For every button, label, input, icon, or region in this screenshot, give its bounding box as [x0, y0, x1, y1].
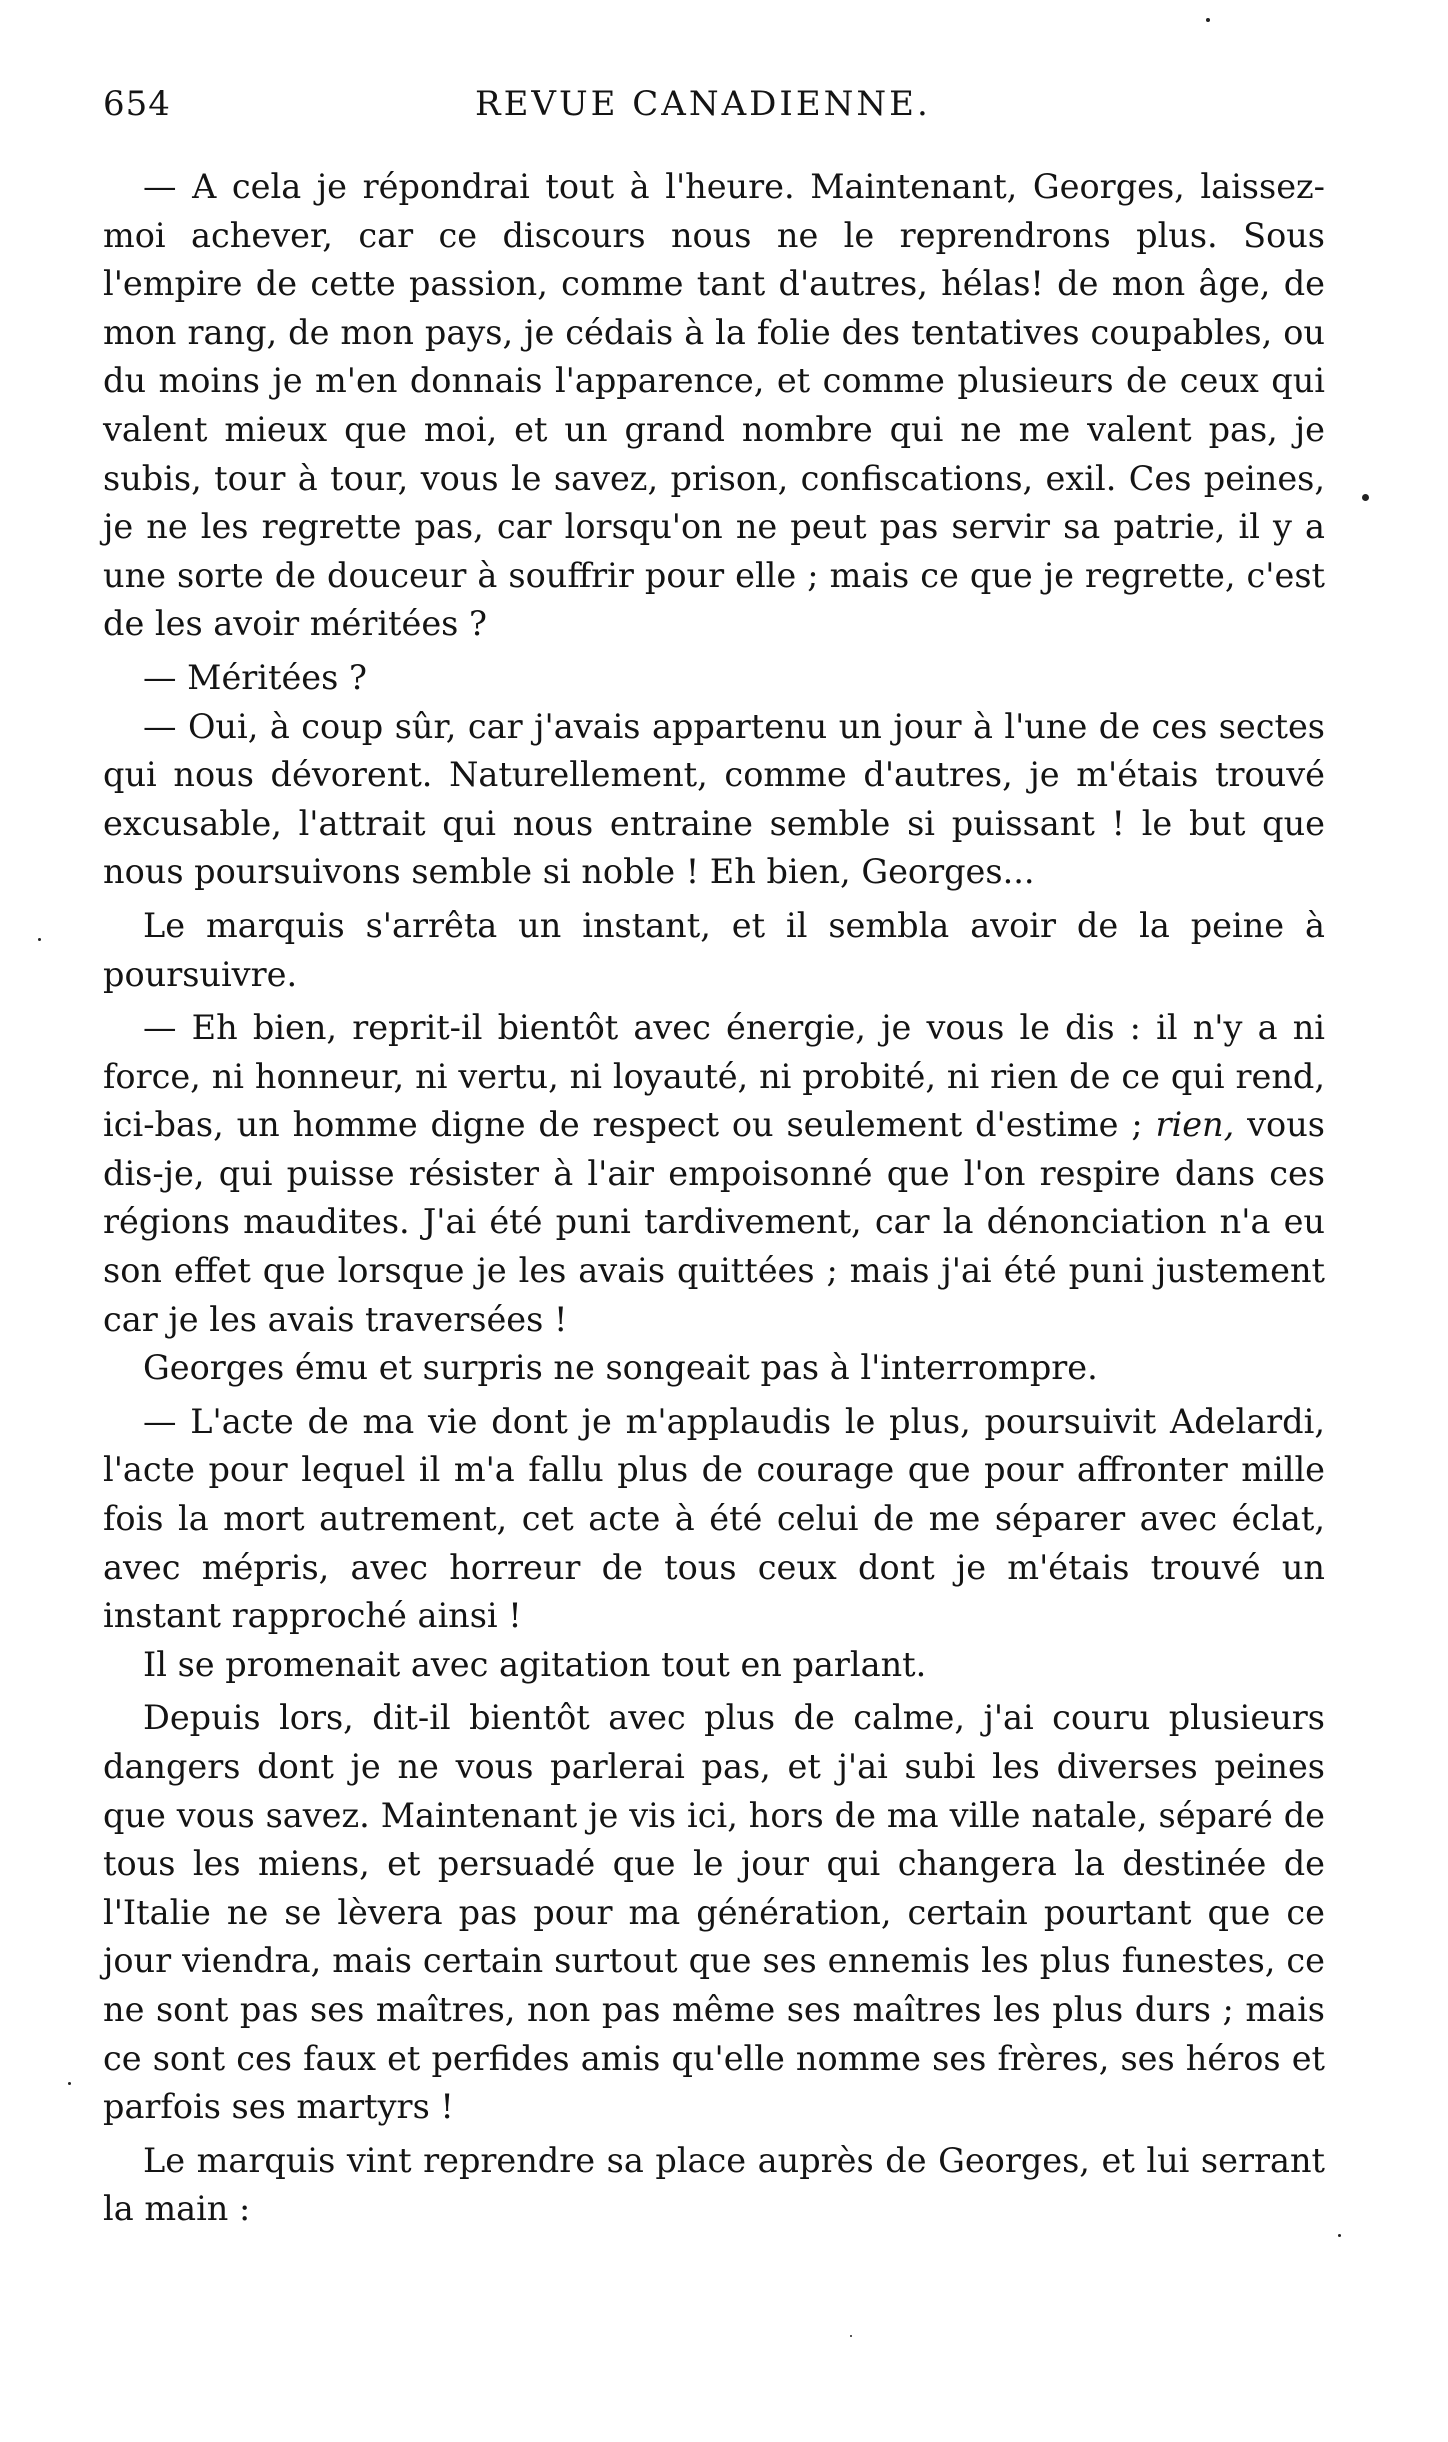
page-number: 654 [103, 84, 171, 124]
paragraph-5-part-1: — Eh bien, reprit-il bientôt avec énergie, je vous le dis : il n'y a ni force, ni honneur, ni vertu, ni loyauté, ni probité, ni rien de ce qui rend, ici-bas, un homme digne de respect ou seulement d'estime ; [103, 1008, 1325, 1145]
italic-word: rien, [1155, 1105, 1235, 1145]
paragraph-1: — A cela je répondrai tout à l'heure. Maintenant, Georges, laissez-moi achever, car ce discours nous ne le reprendrons plus. Sous l'empire de cette passion, comme tant d'autres, hélas! de mon âge, de mon rang, de mon pays, je cédais à la folie des tentatives coupables, ou du moins je m'en donnais l'apparence, et comme plusieurs de ceux qui valent mieux que moi, et un grand nombre qui ne me valent pas, je subis, tour à tour, vous le savez, prison, confiscations, exil. Ces peines, je ne les regrette pas, car lorsqu'on ne peut pas servir sa patrie, il y a une sorte de douceur à souffrir pour elle ; mais ce que je regrette, c'est de les avoir méritées ? [103, 167, 1325, 644]
body-text [103, 163, 1325, 2239]
paragraph-4: Le marquis s'arrêta un instant, et il sembla avoir de la peine à poursuivre. [103, 905, 1325, 994]
paragraph-3: — Oui, à coup sûr, car j'avais appartenu un jour à l'une de ces sectes qui nous dévorent. Naturellement, comme d'autres, je m'étais trouvé excusable, l'attrait qui nous entraine semble si puissant ! le but que nous poursuivons semble si noble ! Eh bien, Georges... [103, 706, 1325, 892]
paragraph-7: — L'acte de ma vie dont je m'applaudis le plus, poursuivit Adelardi, l'acte pour lequel il m'a fallu plus de courage que pour affronter mille fois la mort autrement, cet acte à été celui de me séparer avec éclat, avec mépris, avec horreur de tous ceux dont je m'étais trouvé un instant rapproché ainsi ! [103, 1401, 1325, 1636]
page-header [103, 84, 1325, 134]
paragraph-6: Georges ému et surpris ne songeait pas à l'interrompre. [143, 1348, 1098, 1388]
running-title: REVUE CANADIENNE. [475, 84, 931, 124]
scan-speck [1362, 494, 1369, 501]
scan-speck [1338, 2234, 1341, 2237]
scan-speck [38, 938, 41, 941]
paragraph-8: Il se promenait avec agitation tout en parlant. [143, 1644, 927, 1684]
scan-speck [850, 2335, 852, 2337]
paragraph-5-part-2: vous dis-je, qui puisse résister à l'air empoisonné que l'on respire dans ces régions maudites. J'ai été puni tardivement, car la dénonciation n'a eu son effet que lorsque je les avais quittées ; mais j'ai été puni justement car je les avais traversées ! [103, 1105, 1325, 1339]
scan-speck [68, 2082, 71, 2085]
paragraph-10: Le marquis vint reprendre sa place auprès de Georges, et lui serrant la main : [103, 2140, 1325, 2229]
paragraph-2: — Méritées ? [143, 657, 367, 697]
scan-speck [1206, 18, 1210, 22]
paragraph-9: Depuis lors, dit-il bientôt avec plus de calme, j'ai couru plusieurs dangers dont je ne vous parlerai pas, et j'ai subi les diverses peines que vous savez. Maintenant je vis ici, hors de ma ville natale, séparé de tous les miens, et persuadé que le jour qui changera la destinée de l'Italie ne se lèvera pas pour ma génération, certain pourtant que ce jour viendra, mais certain surtout que ses ennemis les plus funestes, ce ne sont pas ses maîtres, non pas même ses maîtres les plus durs ; mais ce sont ces faux et perfides amis qu'elle nomme ses frères, ses héros et parfois ses martyrs ! [103, 1698, 1325, 2127]
paragraph-5 [103, 1004, 1325, 1344]
